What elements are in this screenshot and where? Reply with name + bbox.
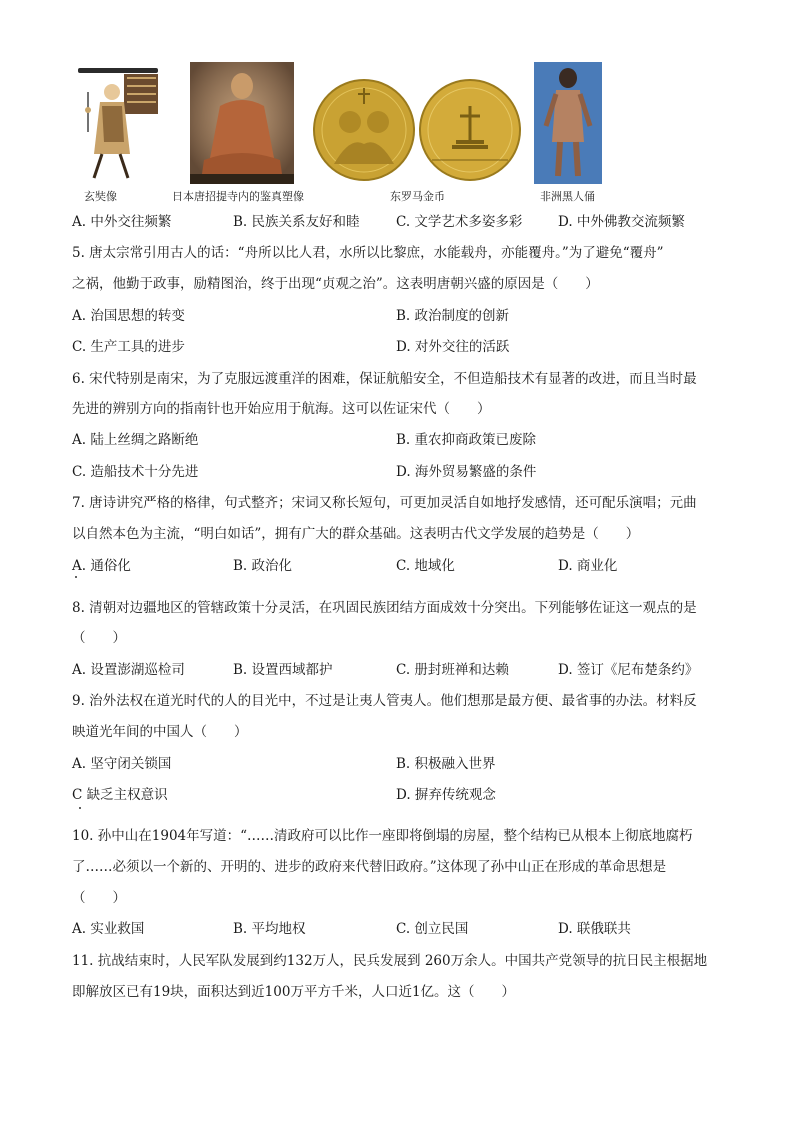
q5-stem-line-2: 之祸，他勤于政事，励精图治，终于出现“贞观之治”。这表明唐朝兴盛的原因是（ ） [72, 276, 599, 292]
q7-stem-line-2: 以自然本色为主流，“明白如话”，拥有广大的群众基础。这表明古代文学发展的趋势是（ ） [72, 526, 640, 542]
q10-stem-line-2: 了……必须以一个新的、开明的、进步的政府来代替旧政府。”这体现了孙中山正在形成的革命思想是 [72, 859, 667, 875]
caption-african-figurine: 非洲黑人俑 [540, 190, 595, 203]
q7-option-b[interactable]: B. 政治化 [233, 558, 293, 574]
q9-option-a[interactable]: A. 坚守闭关锁国 [72, 756, 172, 772]
q8-stem-line-1: 8. 清朝对边疆地区的管辖政策十分灵活，在巩固民族团结方面成效十分突出。下列能够佐证这一观点的是 [72, 600, 697, 616]
stray-mark-2 [79, 807, 81, 809]
byzantine-gold-coins-image [312, 78, 524, 186]
q9-stem-line-2: 映道光年间的中国人（ ） [72, 724, 248, 740]
q11-stem-line-2: 即解放区已有19块，面积达到近100万平方千米，人口近1亿。这（ ） [72, 984, 516, 1000]
q6-option-b[interactable]: B. 重农抑商政策已废除 [396, 432, 537, 448]
xuanzang-image [72, 62, 164, 184]
figure-strip [72, 62, 632, 202]
q8-option-d[interactable]: D. 签订《尼布楚条约》 [558, 662, 699, 678]
q9-option-c[interactable]: C 缺乏主权意识 [72, 787, 168, 803]
q9-stem-line-1: 9. 治外法权在道光时代的人的目光中，不过是让夷人管夷人。他们想那是最方便、最省事的办法。材料反 [72, 693, 697, 709]
q6-option-d[interactable]: D. 海外贸易繁盛的条件 [396, 464, 537, 480]
q8-option-c[interactable]: C. 册封班禅和达赖 [396, 662, 509, 678]
q8-stem-line-2: （ ） [72, 630, 126, 646]
q4-option-a[interactable]: A. 中外交往频繁 [72, 214, 172, 230]
q10-option-c[interactable]: C. 创立民国 [396, 921, 469, 937]
q6-stem-line-1: 6. 宋代特别是南宋，为了克服远渡重洋的困难，保证航船安全，不但造船技术有显著的改进，而且当时最 [72, 371, 697, 387]
q9-option-b[interactable]: B. 积极融入世界 [396, 756, 496, 772]
q10-stem-line-1: 10. 孙中山在1904年写道：“……清政府可以比作一座即将倒塌的房屋，整个结构已从根本上彻底地腐朽 [72, 828, 693, 844]
q10-option-d[interactable]: D. 联俄联共 [558, 921, 631, 937]
q5-stem-line-1: 5. 唐太宗常引用古人的话：“舟所以比人君，水所以比黎庶，水能载舟，亦能覆舟。”为了避免“覆舟” [72, 245, 664, 261]
stray-mark [75, 576, 77, 578]
q4-option-b[interactable]: B. 民族关系友好和睦 [233, 214, 360, 230]
q5-option-b[interactable]: B. 政治制度的创新 [396, 308, 510, 324]
q7-option-d[interactable]: D. 商业化 [558, 558, 618, 574]
q4-option-c[interactable]: C. 文学艺术多姿多彩 [396, 214, 523, 230]
q11-stem-line-1: 11. 抗战结束时，人民军队发展到约132万人，民兵发展到 260万余人。中国共产党领导的抗日民主根据地 [72, 953, 708, 969]
q6-stem-line-2: 先进的辨别方向的指南针也开始应用于航海。这可以佐证宋代（ ） [72, 401, 491, 417]
caption-xuanzang: 玄奘像 [84, 190, 117, 203]
q8-option-a[interactable]: A. 设置澎湖巡检司 [72, 662, 185, 678]
q10-stem-line-3: （ ） [72, 890, 126, 906]
african-figurine-image [534, 62, 602, 184]
q5-option-c[interactable]: C. 生产工具的进步 [72, 339, 185, 355]
q5-option-a[interactable]: A. 治国思想的转变 [72, 308, 185, 324]
q9-option-d[interactable]: D. 摒弃传统观念 [396, 787, 496, 803]
q6-option-c[interactable]: C. 造船技术十分先进 [72, 464, 199, 480]
caption-byzantine-coin: 东罗马金币 [390, 190, 445, 203]
q5-option-d[interactable]: D. 对外交往的活跃 [396, 339, 510, 355]
q6-option-a[interactable]: A. 陆上丝绸之路断绝 [72, 432, 199, 448]
caption-jianzhen: 日本唐招提寺内的鉴真塑像 [172, 190, 304, 203]
q7-option-c[interactable]: C. 地域化 [396, 558, 455, 574]
q7-stem-line-1: 7. 唐诗讲究严格的格律，句式整齐；宋词又称长短句，可更加灵活自如地抒发感情，还可配乐演唱；元曲 [72, 495, 697, 511]
q10-option-b[interactable]: B. 平均地权 [233, 921, 306, 937]
jianzhen-statue-image [190, 62, 294, 184]
q7-option-a[interactable]: A. 通俗化 [72, 558, 131, 574]
q4-option-d[interactable]: D. 中外佛教交流频繁 [558, 214, 685, 230]
q10-option-a[interactable]: A. 实业救国 [72, 921, 145, 937]
q8-option-b[interactable]: B. 设置西域都护 [233, 662, 333, 678]
